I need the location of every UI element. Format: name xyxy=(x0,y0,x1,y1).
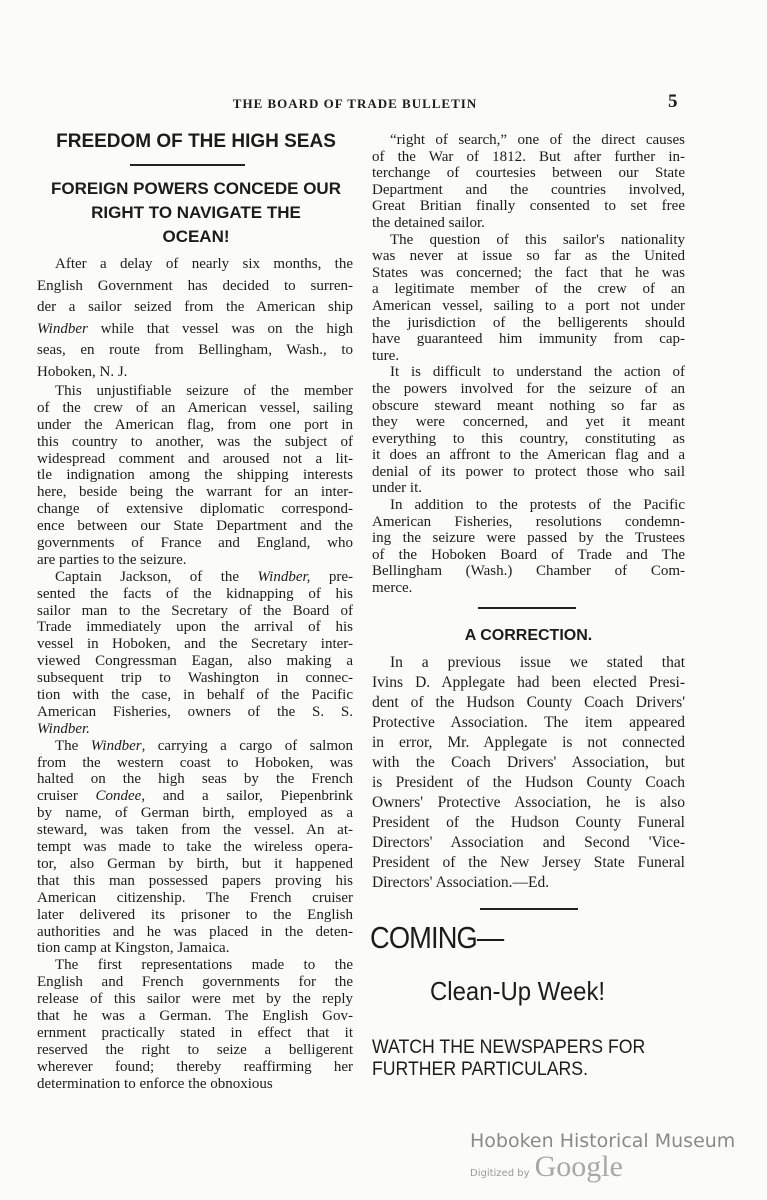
text-segment: tor, also German by birth, but it happened xyxy=(37,855,353,872)
text-segment: Directors' Association.—Ed. xyxy=(372,874,550,891)
text-segment: American citizenship. The French cruiser xyxy=(37,889,353,906)
text-segment: ernment practically stated in effect that it xyxy=(37,1024,353,1041)
text-segment: that he was a German. The English Gov- xyxy=(37,1007,353,1024)
text-line xyxy=(372,530,685,547)
text-line xyxy=(37,653,353,670)
text-line xyxy=(372,733,685,753)
text-line xyxy=(37,1008,353,1025)
text-segment: by name, of German birth, employed as a xyxy=(37,805,353,822)
text-line xyxy=(372,182,685,199)
text-line xyxy=(37,340,353,362)
text-segment: American vessel, sailing to a port not under xyxy=(372,297,685,314)
text-line xyxy=(37,254,353,276)
paragraph xyxy=(372,653,685,893)
text-line xyxy=(37,873,353,890)
article-subtitle xyxy=(37,177,355,249)
text-line xyxy=(372,853,685,873)
text-line xyxy=(372,563,685,580)
notice-text xyxy=(372,1037,687,1081)
text-segment: sented the facts of the kidnapping of his xyxy=(37,585,353,602)
text-line xyxy=(37,569,353,586)
text-segment: halted on the high seas by the French xyxy=(37,771,353,788)
text-segment: Department and the countries involved, xyxy=(372,181,685,198)
text-line xyxy=(372,753,685,773)
publication-title: THE BOARD OF TRADE BULLETIN xyxy=(232,96,478,111)
paragraph xyxy=(372,497,685,597)
text-segment: that this man possessed papers proving his xyxy=(37,872,353,889)
article-right-column xyxy=(372,132,685,597)
text-segment: they were concerned, and yet it meant xyxy=(372,414,685,431)
italic-text: Windber xyxy=(37,320,88,337)
text-line xyxy=(37,721,353,738)
text-segment: is President of the Hudson County Coach xyxy=(372,774,685,791)
text-segment: The xyxy=(55,737,91,754)
text-line xyxy=(37,788,353,805)
text-line xyxy=(372,165,685,182)
text-segment: tion camp at Kingston, Jamaica. xyxy=(37,940,230,957)
text-segment: pre- xyxy=(310,568,353,585)
text-segment: Hoboken, N. J. xyxy=(37,363,128,380)
text-line xyxy=(37,856,353,873)
text-segment: ture. xyxy=(372,347,400,364)
text-line xyxy=(37,1076,353,1093)
text-line xyxy=(37,518,353,535)
article-left-column xyxy=(37,254,353,1092)
text-line xyxy=(37,687,353,704)
text-line xyxy=(37,991,353,1008)
italic-text: Windber, xyxy=(257,568,311,585)
text-line xyxy=(372,673,685,693)
text-line xyxy=(372,793,685,813)
text-line xyxy=(37,434,353,451)
text-segment: States was concerned; the fact that he was xyxy=(372,264,685,281)
text-line xyxy=(37,704,353,721)
text-segment: American Fisheries, owners of the S. S. xyxy=(37,703,353,720)
text-line xyxy=(372,232,685,249)
correction-title: A CORRECTION. xyxy=(464,627,593,644)
text-line xyxy=(37,501,353,518)
text-line xyxy=(37,940,353,957)
text-line xyxy=(372,480,685,497)
text-line xyxy=(37,362,353,384)
text-segment: In a previous issue we stated that xyxy=(390,654,685,671)
italic-text: Windber xyxy=(90,737,142,754)
text-line xyxy=(37,467,353,484)
text-line xyxy=(37,822,353,839)
text-segment: vessel in Hoboken, and the Secretary inter- xyxy=(37,636,353,653)
text-line xyxy=(372,447,685,464)
text-segment: here, beside being the warrant for an inter- xyxy=(37,484,353,501)
text-segment: under it. xyxy=(372,480,422,497)
subtitle-line: RIGHT TO NAVIGATE THE xyxy=(91,203,301,222)
text-segment: steward, was taken from the vessel. An at- xyxy=(37,822,353,839)
text-line xyxy=(37,417,353,434)
text-segment: obscure steward meant nothing so far as xyxy=(372,397,685,414)
text-segment: der a sailor seized from the American ship xyxy=(37,299,353,315)
text-line xyxy=(37,619,353,636)
text-line xyxy=(37,1042,353,1059)
text-segment: governments of France and England, who xyxy=(37,535,353,552)
text-segment: This unjustifiable seizure of the member xyxy=(55,383,353,399)
text-line xyxy=(37,890,353,907)
paragraph xyxy=(37,957,353,1092)
text-segment: , and a sailor, Piepenbrink xyxy=(141,788,354,805)
text-segment: terchange of courtesies between our State xyxy=(372,165,685,182)
text-segment: of the Hoboken Board of Trade and The xyxy=(372,546,685,563)
text-segment: The question of this sailor's nationality xyxy=(390,231,685,248)
text-segment: wherever found; thereby reaffirming her xyxy=(37,1058,353,1075)
text-segment: this country to another, was the subject of xyxy=(37,433,353,450)
text-segment: ence between our State Department and the xyxy=(37,518,353,535)
digitized-by-label: Digitized by xyxy=(470,1168,530,1179)
paragraph xyxy=(37,738,353,958)
text-line xyxy=(372,873,685,893)
text-segment: the detained sailor. xyxy=(372,214,485,231)
text-line xyxy=(372,693,685,713)
text-line xyxy=(372,653,685,673)
text-line xyxy=(37,924,353,941)
text-line xyxy=(372,215,685,232)
text-segment: have guaranteed him immunity from cap- xyxy=(372,331,685,348)
text-segment: Owners' Protective Association, he is also xyxy=(372,794,685,811)
text-line xyxy=(372,149,685,166)
text-line xyxy=(372,514,685,531)
text-line xyxy=(372,414,685,431)
museum-watermark: Hoboken Historical Museum xyxy=(470,1130,736,1152)
text-line xyxy=(372,331,685,348)
text-segment: Great Britian finally consented to set free xyxy=(372,198,685,215)
text-segment: are parties to the seizure. xyxy=(37,551,187,568)
text-segment: determination to enforce the obnoxious xyxy=(37,1075,273,1092)
section-divider xyxy=(478,607,576,609)
text-segment: President of the Hudson County Funeral xyxy=(372,814,685,831)
text-segment: viewed Congressman Eagan, also making a xyxy=(37,653,353,670)
text-segment: merce. xyxy=(372,580,413,597)
text-segment: authorities and he was placed in the deten- xyxy=(37,923,353,940)
text-line xyxy=(37,839,353,856)
text-segment: it does an affront to the American flag and a xyxy=(372,447,685,464)
text-segment: denial of its power to protect those who sail xyxy=(372,463,685,480)
text-segment: while that vessel was on the high xyxy=(87,320,353,337)
text-line xyxy=(37,805,353,822)
text-segment: cruiser xyxy=(37,788,96,805)
text-segment: Captain Jackson, of the xyxy=(55,568,258,585)
text-line xyxy=(372,813,685,833)
page-number: 5 xyxy=(668,91,678,112)
text-segment: later delivered its prisoner to the English xyxy=(37,906,353,923)
text-line xyxy=(37,1059,353,1076)
paragraph xyxy=(37,383,353,569)
text-segment: President of the New Jersey State Funeral xyxy=(372,854,685,871)
paragraph xyxy=(37,254,353,383)
text-line xyxy=(37,957,353,974)
text-segment: with the Coach Drivers' Association, but xyxy=(372,754,685,771)
text-segment: tempt was made to take the wireless opera- xyxy=(37,839,353,856)
text-segment: the powers involved for the seizure of an xyxy=(372,380,685,397)
text-line xyxy=(372,364,685,381)
text-line xyxy=(37,276,353,298)
text-segment: the jurisdiction of the belligerents should xyxy=(372,314,685,331)
text-line xyxy=(372,547,685,564)
italic-text: Condee xyxy=(95,788,142,805)
text-segment: widespread comment and aroused not a lit- xyxy=(37,450,353,467)
text-line xyxy=(372,464,685,481)
text-segment: seas, en route from Bellingham, Wash., to xyxy=(37,342,353,358)
google-logo: Google xyxy=(534,1150,623,1183)
title-divider xyxy=(130,164,245,166)
text-line xyxy=(372,281,685,298)
text-line xyxy=(372,497,685,514)
text-segment: subsequent trip to Washington in connec- xyxy=(37,670,353,687)
text-line xyxy=(372,833,685,853)
text-segment: After a delay of nearly six months, the xyxy=(55,256,353,272)
text-line xyxy=(37,586,353,603)
text-segment: of the crew of an American vessel, sailing xyxy=(37,399,353,416)
text-segment: under the American flag, from one port in xyxy=(37,416,353,433)
text-line xyxy=(372,315,685,332)
paragraph xyxy=(372,364,685,497)
correction-body xyxy=(372,653,685,893)
notice-line: FURTHER PARTICULARS. xyxy=(372,1059,589,1080)
text-segment: Ivins D. Applegate had been elected Presi- xyxy=(372,674,685,691)
text-segment: of the War of 1812. But after further in- xyxy=(372,148,685,165)
text-line xyxy=(372,773,685,793)
text-segment: The first representations made to the xyxy=(55,957,353,974)
text-line xyxy=(37,907,353,924)
text-segment: everything to this country, constituting as xyxy=(372,430,685,447)
text-line xyxy=(37,670,353,687)
text-line xyxy=(37,319,353,341)
text-line xyxy=(37,484,353,501)
google-watermark xyxy=(470,1150,623,1184)
text-segment: Protective Association. The item appeared xyxy=(372,714,685,731)
text-line xyxy=(37,755,353,772)
text-segment: Directors' Association and Second 'Vice- xyxy=(372,834,685,851)
article-title: FREEDOM OF THE HIGH SEAS xyxy=(56,131,336,152)
text-segment: In addition to the protests of the Pacific xyxy=(390,497,685,514)
text-segment: a legitimate member of the crew of an xyxy=(372,281,685,298)
text-segment: release of this sailor were met by the reply xyxy=(37,991,353,1008)
text-segment: , carrying a cargo of salmon xyxy=(141,737,353,754)
text-line xyxy=(37,974,353,991)
text-segment: was never at issue so far as the United xyxy=(372,248,685,265)
text-segment: reserved the right to seize a belligerent xyxy=(37,1041,353,1058)
text-line xyxy=(372,381,685,398)
text-line xyxy=(372,132,685,149)
text-line xyxy=(372,265,685,282)
text-line xyxy=(37,383,353,400)
text-line xyxy=(37,400,353,417)
subtitle-line: OCEAN! xyxy=(162,227,230,246)
text-segment: in error, Mr. Applegate is not connected xyxy=(372,734,685,751)
text-line xyxy=(37,535,353,552)
text-line xyxy=(37,636,353,653)
text-line xyxy=(37,552,353,569)
text-line xyxy=(372,248,685,265)
text-segment: It is difficult to understand the action of xyxy=(390,364,685,381)
text-segment: ing the seizure were passed by the Trustees xyxy=(372,530,685,547)
text-line xyxy=(37,1025,353,1042)
clean-up-week-headline: Clean-Up Week! xyxy=(430,976,606,1006)
text-segment: tion with the case, in behalf of the Pacific xyxy=(37,687,353,704)
text-line xyxy=(37,738,353,755)
paragraph xyxy=(37,569,353,738)
text-segment: Trade immediately upon the arrival of his xyxy=(37,619,353,636)
text-segment: sailor man to the Secretary of the Board of xyxy=(37,602,353,619)
notice-line: WATCH THE NEWSPAPERS FOR xyxy=(372,1037,646,1058)
text-line xyxy=(37,771,353,788)
text-line xyxy=(372,580,685,597)
subtitle-line: FOREIGN POWERS CONCEDE OUR xyxy=(51,179,341,198)
text-segment: English and French governments for the xyxy=(37,974,353,991)
text-segment: Bellingham (Wash.) Chamber of Com- xyxy=(372,563,685,580)
paragraph xyxy=(372,132,685,232)
coming-heading: COMING— xyxy=(370,920,504,955)
paragraph xyxy=(372,232,685,365)
text-segment: “right of search,” one of the direct causes xyxy=(390,132,685,148)
text-segment: dent of the Hudson County Coach Drivers' xyxy=(372,694,685,711)
text-segment: from the western coast to Hoboken, was xyxy=(37,754,353,771)
text-segment: tle indignation among the shipping interests xyxy=(37,467,353,484)
text-line xyxy=(37,451,353,468)
text-line xyxy=(372,713,685,733)
section-divider xyxy=(480,908,578,910)
text-line xyxy=(37,603,353,620)
text-line xyxy=(372,431,685,448)
text-segment: English Government has decided to surren- xyxy=(37,277,353,294)
text-segment: change of extensive diplomatic correspond- xyxy=(37,501,353,518)
text-line xyxy=(372,298,685,315)
text-line xyxy=(372,348,685,365)
text-line xyxy=(37,297,353,319)
text-line xyxy=(372,398,685,415)
italic-text: Windber. xyxy=(37,720,90,737)
text-segment: American Fisheries, resolutions condemn- xyxy=(372,513,685,530)
text-line xyxy=(372,198,685,215)
